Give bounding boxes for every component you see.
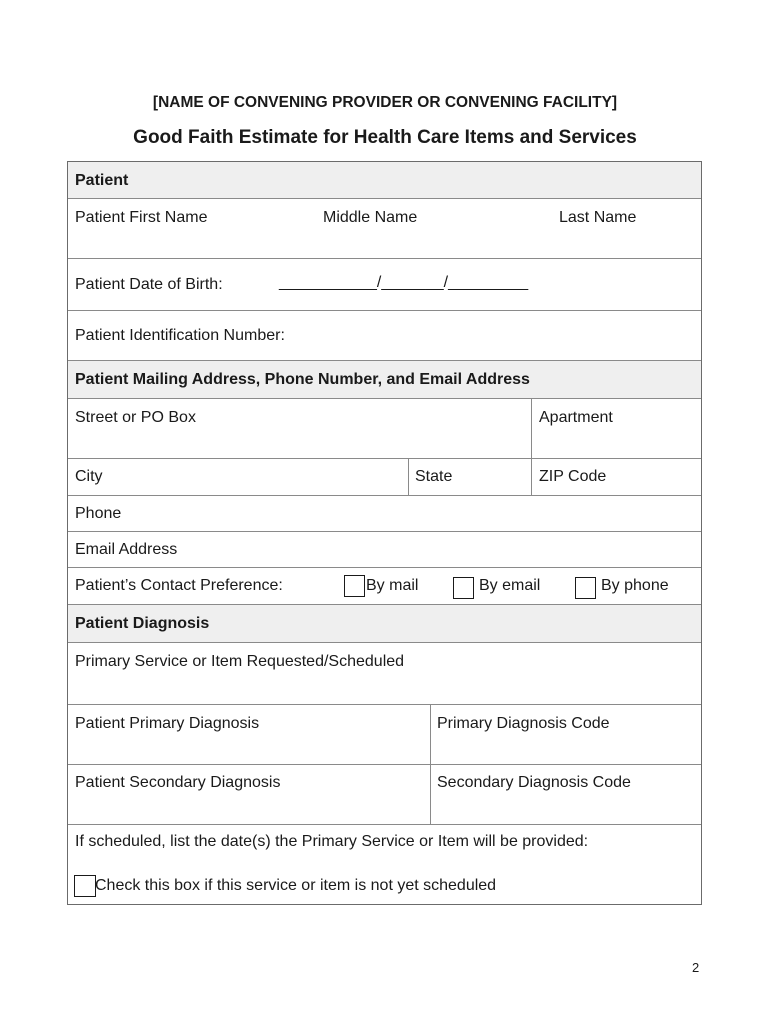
email-label: Email Address (75, 541, 178, 558)
diagnosis-section-title: Patient Diagnosis (75, 615, 210, 632)
address-section-header (68, 361, 701, 399)
date-of-birth-label: Patient Date of Birth: (75, 276, 223, 293)
apartment-label: Apartment (539, 409, 613, 426)
date-of-birth-blank[interactable]: ___________/_______/_________ (279, 274, 529, 291)
by-phone-checkbox[interactable] (575, 577, 596, 599)
patient-name-row[interactable] (68, 199, 701, 259)
by-phone-label: By phone (601, 577, 669, 594)
primary-diagnosis-code-label: Primary Diagnosis Code (437, 715, 610, 732)
primary-diagnosis-divider (430, 705, 431, 764)
scheduled-dates-label: If scheduled, list the date(s) the Primary Service or Item will be provided: (75, 833, 589, 850)
city-label: City (75, 468, 103, 485)
city-divider (408, 459, 409, 495)
state-divider (531, 459, 532, 495)
scheduled-dates-row[interactable] (68, 825, 701, 904)
phone-row[interactable] (68, 496, 701, 532)
by-email-label: By email (479, 577, 541, 594)
convening-provider-placeholder: [NAME OF CONVENING PROVIDER OR CONVENING FACILITY] (152, 94, 618, 111)
patient-id-label: Patient Identification Number: (75, 327, 285, 344)
street-row[interactable] (68, 399, 701, 459)
date-of-birth-row[interactable] (68, 259, 701, 311)
secondary-diagnosis-divider (430, 765, 431, 824)
by-email-checkbox[interactable] (453, 577, 474, 599)
state-label: State (415, 468, 453, 485)
document-title: Good Faith Estimate for Health Care Items and Services (133, 127, 637, 148)
email-row[interactable] (68, 532, 701, 568)
primary-diagnosis-label: Patient Primary Diagnosis (75, 715, 260, 732)
patient-id-row[interactable] (68, 311, 701, 361)
last-name-label: Last Name (559, 209, 637, 226)
street-label: Street or PO Box (75, 409, 196, 426)
primary-service-row[interactable] (68, 643, 701, 705)
city-state-zip-row[interactable] (68, 459, 701, 496)
not-yet-scheduled-checkbox[interactable] (74, 875, 96, 897)
good-faith-estimate-form (67, 161, 702, 905)
contact-preference-row (68, 568, 701, 605)
contact-preference-label: Patient’s Contact Preference: (75, 577, 283, 594)
first-name-label: Patient First Name (75, 209, 208, 226)
primary-diagnosis-row[interactable] (68, 705, 701, 765)
patient-section-header (68, 162, 701, 199)
not-yet-scheduled-label: Check this box if this service or item is not yet scheduled (95, 877, 497, 894)
secondary-diagnosis-code-label: Secondary Diagnosis Code (437, 774, 631, 791)
page-number: 2 (692, 960, 700, 975)
patient-section-title: Patient (75, 172, 129, 189)
address-section-title: Patient Mailing Address, Phone Number, and Email Address (75, 371, 530, 388)
middle-name-label: Middle Name (323, 209, 418, 226)
phone-label: Phone (75, 505, 122, 522)
by-mail-label: By mail (366, 577, 419, 594)
secondary-diagnosis-label: Patient Secondary Diagnosis (75, 774, 281, 791)
by-mail-checkbox[interactable] (344, 575, 365, 597)
diagnosis-section-header (68, 605, 701, 643)
street-divider (531, 399, 532, 458)
primary-service-label: Primary Service or Item Requested/Scheduled (75, 653, 405, 670)
secondary-diagnosis-row[interactable] (68, 765, 701, 825)
zip-label: ZIP Code (539, 468, 607, 485)
